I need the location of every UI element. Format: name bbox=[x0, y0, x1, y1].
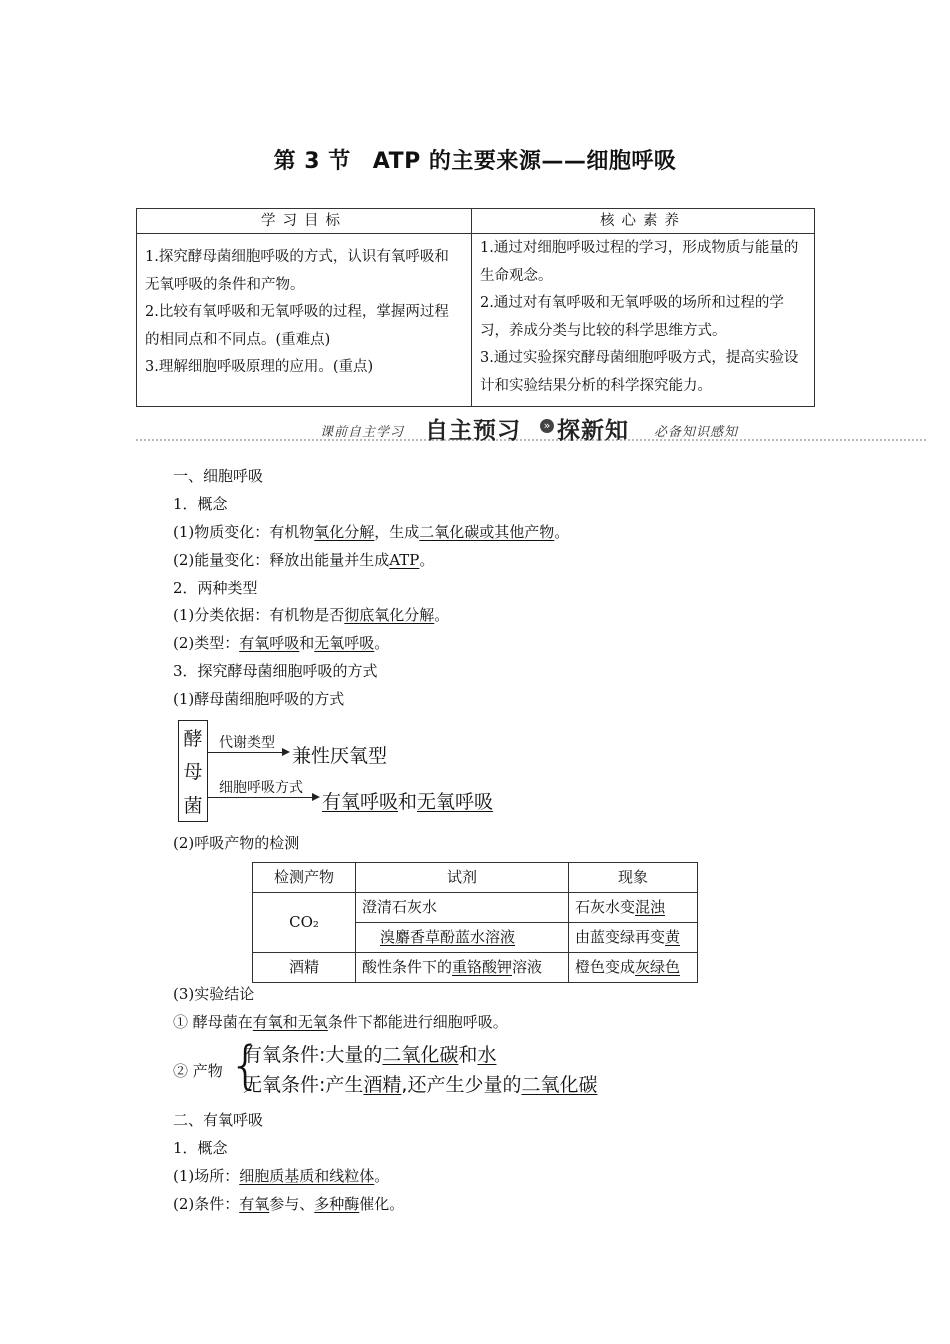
heading-aerobic: 二、有氧呼吸 bbox=[173, 1111, 264, 1129]
result-respiration: 有氧呼吸和无氧呼吸 bbox=[322, 791, 494, 813]
table-cell-reagent: 溴麝香草酚蓝水溶液 bbox=[356, 923, 569, 953]
table-cell-product: 酒精 bbox=[253, 953, 356, 983]
arrow-label-metabolism: 代谢类型 bbox=[219, 735, 275, 751]
yeast-box bbox=[178, 720, 208, 822]
goals-core-cell bbox=[472, 234, 815, 407]
text-line: (3)实验结论 bbox=[173, 985, 255, 1003]
table-header-row bbox=[253, 863, 698, 893]
goal-item: 2.比较有氧呼吸和无氧呼吸的过程，掌握两过程的相同点和不同点。(重难点) bbox=[145, 304, 449, 348]
core-item: 2.通过对有氧呼吸和无氧呼吸的场所和过程的学习，养成分类与比较的科学思维方式。 bbox=[480, 295, 784, 339]
goals-header-learning: 学习目标 bbox=[137, 209, 472, 234]
goals-body-row bbox=[137, 234, 815, 407]
section-banner bbox=[136, 414, 926, 442]
column-header: 检测产物 bbox=[253, 863, 356, 893]
section-number: 第 3 节 bbox=[273, 149, 351, 174]
products-label: ② 产物 bbox=[173, 1062, 223, 1080]
subheading-yeast: 3．探究酵母菌细胞呼吸的方式 bbox=[173, 662, 378, 680]
subheading-concept: 1．概念 bbox=[173, 1139, 228, 1157]
arrow-right-icon bbox=[208, 797, 318, 798]
text-line: (1)酵母菌细胞呼吸的方式 bbox=[173, 690, 345, 708]
table-row bbox=[253, 953, 698, 983]
banner-left-label: 课前自主学习 bbox=[320, 425, 405, 440]
text-line: ① 酵母菌在有氧和无氧条件下都能进行细胞呼吸。 bbox=[173, 1013, 508, 1031]
core-item: 3.通过实验探究酵母菌细胞呼吸方式，提高实验设计和实验结果分析的科学探究能力。 bbox=[480, 350, 799, 394]
subheading-types: 2．两种类型 bbox=[173, 579, 258, 597]
left-brace-icon: { bbox=[229, 1036, 263, 1096]
page-title bbox=[0, 144, 950, 175]
table-cell-phenomenon: 由蓝变绿再变黄 bbox=[569, 923, 698, 953]
text-line: (1)分类依据：有机物是否彻底氧化分解。 bbox=[173, 606, 450, 624]
anaerobic-products: 无氧条件:产生酒精,还产生少量的二氧化碳 bbox=[243, 1074, 598, 1096]
goal-item: 3.理解细胞呼吸原理的应用。(重点) bbox=[145, 359, 374, 375]
yeast-char: 母 bbox=[183, 761, 203, 783]
banner-right-label: 必备知识感知 bbox=[654, 425, 739, 440]
goals-table bbox=[136, 208, 815, 407]
text-line: (2)能量变化：释放出能量并生成ATP。 bbox=[173, 551, 435, 569]
table-cell-phenomenon: 石灰水变混浊 bbox=[569, 893, 698, 923]
chevron-right-icon: » bbox=[540, 419, 554, 433]
text-line: (2)条件：有氧参与、多种酶催化。 bbox=[173, 1195, 405, 1213]
goal-item: 1.探究酵母菌细胞呼吸的方式，认识有氧呼吸和无氧呼吸的条件和产物。 bbox=[145, 249, 449, 293]
column-header: 现象 bbox=[569, 863, 698, 893]
table-cell-reagent: 澄清石灰水 bbox=[356, 893, 569, 923]
table-row bbox=[253, 893, 698, 923]
column-header: 试剂 bbox=[356, 863, 569, 893]
heading-cell-respiration: 一、细胞呼吸 bbox=[173, 467, 264, 485]
yeast-char: 酵 bbox=[183, 728, 203, 750]
goals-header-row bbox=[137, 209, 815, 234]
table-cell-reagent: 酸性条件下的重铬酸钾溶液 bbox=[356, 953, 569, 983]
text-line: (2)呼吸产物的检测 bbox=[173, 834, 300, 852]
detection-table bbox=[252, 862, 698, 983]
goals-learning-cell bbox=[137, 234, 472, 407]
text-line: (2)类型：有氧呼吸和无氧呼吸。 bbox=[173, 634, 390, 652]
subheading-concept: 1．概念 bbox=[173, 495, 228, 513]
table-cell-product: CO₂ bbox=[253, 893, 356, 953]
result-metabolism: 兼性厌氧型 bbox=[292, 745, 388, 767]
arrow-label-respiration: 细胞呼吸方式 bbox=[219, 780, 303, 796]
core-item: 1.通过对细胞呼吸过程的学习，形成物质与能量的生命观念。 bbox=[480, 240, 799, 284]
goals-header-core: 核心素养 bbox=[472, 209, 815, 234]
table-cell-phenomenon: 橙色变成灰绿色 bbox=[569, 953, 698, 983]
text-line: (1)场所：细胞质基质和线粒体。 bbox=[173, 1167, 390, 1185]
section-title: ATP 的主要来源——细胞呼吸 bbox=[372, 149, 677, 174]
banner-title-1: 自主预习 bbox=[425, 418, 521, 444]
text-line: (1)物质变化：有机物氧化分解，生成二氧化碳或其他产物。 bbox=[173, 523, 570, 541]
yeast-char: 菌 bbox=[183, 795, 203, 817]
banner-title-2: 探新知 bbox=[557, 418, 629, 444]
arrow-right-icon bbox=[208, 752, 288, 753]
banner-divider bbox=[136, 439, 926, 441]
aerobic-products: 有氧条件:大量的二氧化碳和水 bbox=[243, 1044, 497, 1066]
